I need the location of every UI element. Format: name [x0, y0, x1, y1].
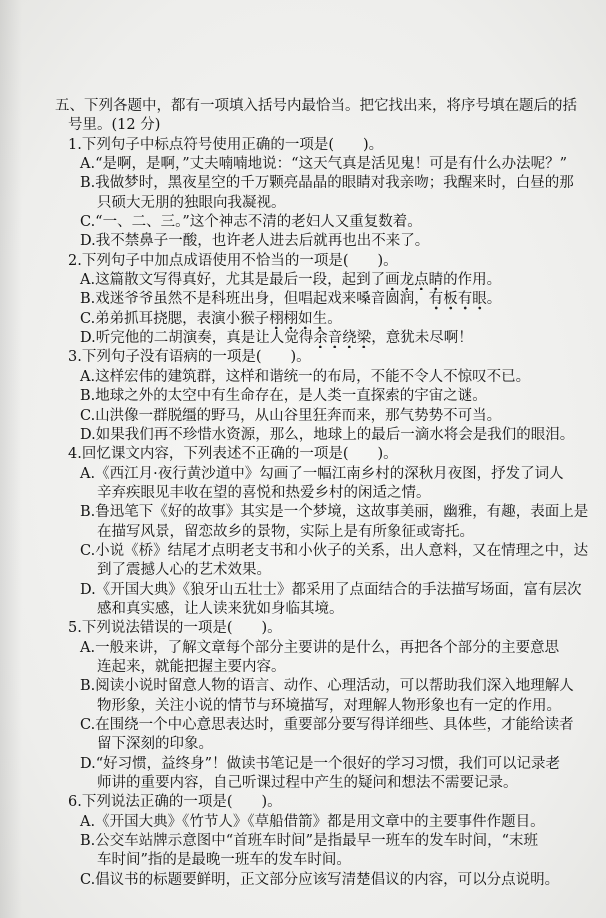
option-text: 。 — [486, 291, 502, 308]
question-1-stem: 1.下列句子中标点符号使用正确的一项是( )。 — [68, 136, 384, 153]
question-3-option-b: B.地球之外的太空中有生命存在，是人类一直探索的宇宙之谜。 — [80, 388, 487, 405]
section-title: 五、下列各题中，都有一项填入括号内最恰当。把它找出来，将序号填在题后的括 — [55, 98, 577, 114]
question-6-option-b: B.公交车站牌示意图中“首班车时间”是指最早一班车的发车时间，“末班 — [80, 833, 539, 850]
question-1-option-d: D.我不禁鼻子一酸，也许老人进去后就再也出不来了。 — [80, 233, 430, 250]
dotted-idiom: 栩栩如生 — [269, 311, 327, 329]
question-1-option-b: B.我做梦时，黑夜星空的千万颗亮晶晶的眼睛对我亲吻；我醒来时，白昼的那 — [80, 175, 574, 192]
question-2-option-c — [0, 310, 606, 329]
question-6-option-b-continued: 车时间”指的是最晚一班车的发车时间。 — [97, 852, 351, 869]
option-text: D.听完他的二胡演奏，真是让人觉得 — [80, 330, 314, 347]
question-5-stem: 5.下列说法错误的一项是( )。 — [68, 620, 282, 637]
question-5-option-a: A.一般来讲，了解文章每个部分主要讲的是什么，再把各个部分的主要意思 — [80, 639, 560, 656]
option-text: A.这篇散文写得真好，尤其是最后一段，起到了 — [80, 272, 386, 289]
exam-section-five — [0, 97, 606, 890]
question-4-option-d-continued: 感和真实感，让人读来犹如身临其境。 — [97, 600, 344, 617]
question-4-stem: 4.回忆课文内容，下列表述不正确的一项是( )。 — [68, 446, 398, 463]
dotted-idiom: 有板有眼 — [429, 291, 487, 309]
question-3-option-a: A.这样宏伟的建筑群，这样和谐统一的布局，不能不令人不惊叹不已。 — [80, 368, 531, 385]
question-2-stem: 2.下列句子中加点成语使用不恰当的一项是( )。 — [68, 252, 398, 269]
option-text: B.戏迷爷爷虽然不是科班出身，但唱起戏来嗓音圆润， — [80, 291, 429, 308]
question-4-option-a-continued: 辛弃疾眼见丰收在望的喜悦和热爱乡村的闲适之情。 — [97, 484, 431, 501]
question-6-option-a: A.《开国大典》《竹节人》《草船借箭》都是用文章中的主要事件作题目。 — [80, 813, 545, 830]
question-3-option-d: D.如果我们再不珍惜水资源，那么，地球上的最后一滴水将会是我们的眼泪。 — [80, 426, 575, 443]
question-1-option-b-continued: 只硕大无朋的独眼向我凝视。 — [97, 194, 286, 211]
question-4-option-a: A.《西江月·夜行黄沙道中》勾画了一幅江南乡村的深秋月夜图，抒发了词人 — [80, 465, 564, 482]
question-4-option-c: C.小说《桥》结尾才点明老支书和小伙子的关系，出人意料，又在情理之中，达 — [80, 542, 589, 559]
question-4-option-c-continued: 到了震撼人心的艺术效果。 — [97, 562, 271, 579]
question-1-option-c: C.“一、二、三。”这个神志不清的老妇人又重复数着。 — [80, 214, 422, 231]
question-4-option-b: B.鲁迅笔下《好的故事》其实是一个梦境，这故事美丽，幽雅，有趣，表面上是 — [80, 504, 589, 521]
question-4-option-b-continued: 在描写风景，留恋故乡的景物，实际上是有所象征或寄托。 — [97, 523, 474, 540]
question-5-option-a-continued: 连起来，就能把握主要内容。 — [97, 658, 286, 675]
question-5-option-d-continued: 师讲的重要内容，自己听课过程中产生的疑问和想法不需要记录。 — [97, 775, 518, 792]
question-5-option-c: C.在围绕一个中心意思表达时，重要部分要写得详细些、具体些，才能给读者 — [80, 717, 574, 733]
option-text: C.弟弟抓耳挠腮，表演小猴子 — [80, 310, 270, 327]
dotted-idiom: 余音绕梁 — [313, 330, 371, 348]
option-text: 的作用。 — [443, 272, 502, 289]
question-6-option-c: C.倡议书的标题要鲜明，正文部分应该写清楚倡议的内容，可以分点说明。 — [80, 871, 560, 888]
question-1-option-a: A.“是啊，是啊，”丈夫喃喃地说：“这天气真是活见鬼！可是有什么办法呢？” — [80, 156, 567, 173]
question-2-option-b — [0, 290, 606, 309]
question-6-stem: 6.下列说法正确的一项是( )。 — [68, 794, 282, 811]
question-5-option-b: B.阅读小说时留意人物的语言、动作、心理活动，可以帮助我们深入地理解人 — [80, 678, 574, 695]
question-4-option-d: D.《开国大典》《狼牙山五壮士》都采用了点面结合的手法描写场面，富有层次 — [80, 581, 582, 598]
question-2-option-a — [0, 271, 606, 290]
section-title-continued: 号里。(12 分) — [68, 117, 161, 134]
option-text: 。 — [327, 310, 342, 327]
option-text: ，意犹未尽啊！ — [371, 330, 473, 347]
question-5-option-d: D.“好习惯，益终身”！做读书笔记是一个很好的学习习惯，我们可以记录老 — [80, 755, 561, 772]
dotted-idiom: 画龙点睛 — [385, 272, 443, 290]
question-3-stem: 3.下列句子没有语病的一项是( )。 — [68, 349, 311, 366]
question-5-option-b-continued: 物形象，关注小说的情节与环境描写，对理解人物形象也有一定的作用。 — [97, 697, 561, 714]
question-2-option-d — [0, 329, 606, 348]
question-3-option-c: C.山洪像一群脱缰的野马，从山谷里狂奔而来，那气势势不可当。 — [80, 407, 502, 424]
question-5-option-c-continued: 留下深刻的印象。 — [97, 736, 213, 753]
